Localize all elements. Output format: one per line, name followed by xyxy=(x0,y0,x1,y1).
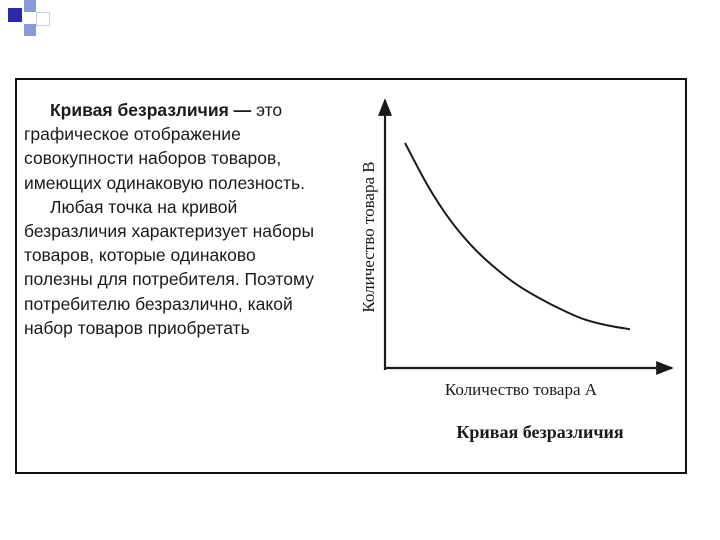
definition-body: это графическое отображение совокупности наборов товаров, имеющих одинаковую полезность. xyxy=(24,100,305,193)
explanation-paragraph: Любая точка на кривой безразличия характеризует наборы товаров, которые одинаково полезны для потребителя. Поэтому потребителю безразлично, какой набор товаров приобретать xyxy=(24,196,315,338)
y-axis-label: Количество товара B xyxy=(359,161,378,313)
x-axis-label: Количество товара A xyxy=(444,380,598,399)
chart-title: Кривая безразличия xyxy=(456,422,624,442)
indifference-curve xyxy=(405,143,630,329)
term-heading: Кривая безразличия — xyxy=(50,100,252,120)
